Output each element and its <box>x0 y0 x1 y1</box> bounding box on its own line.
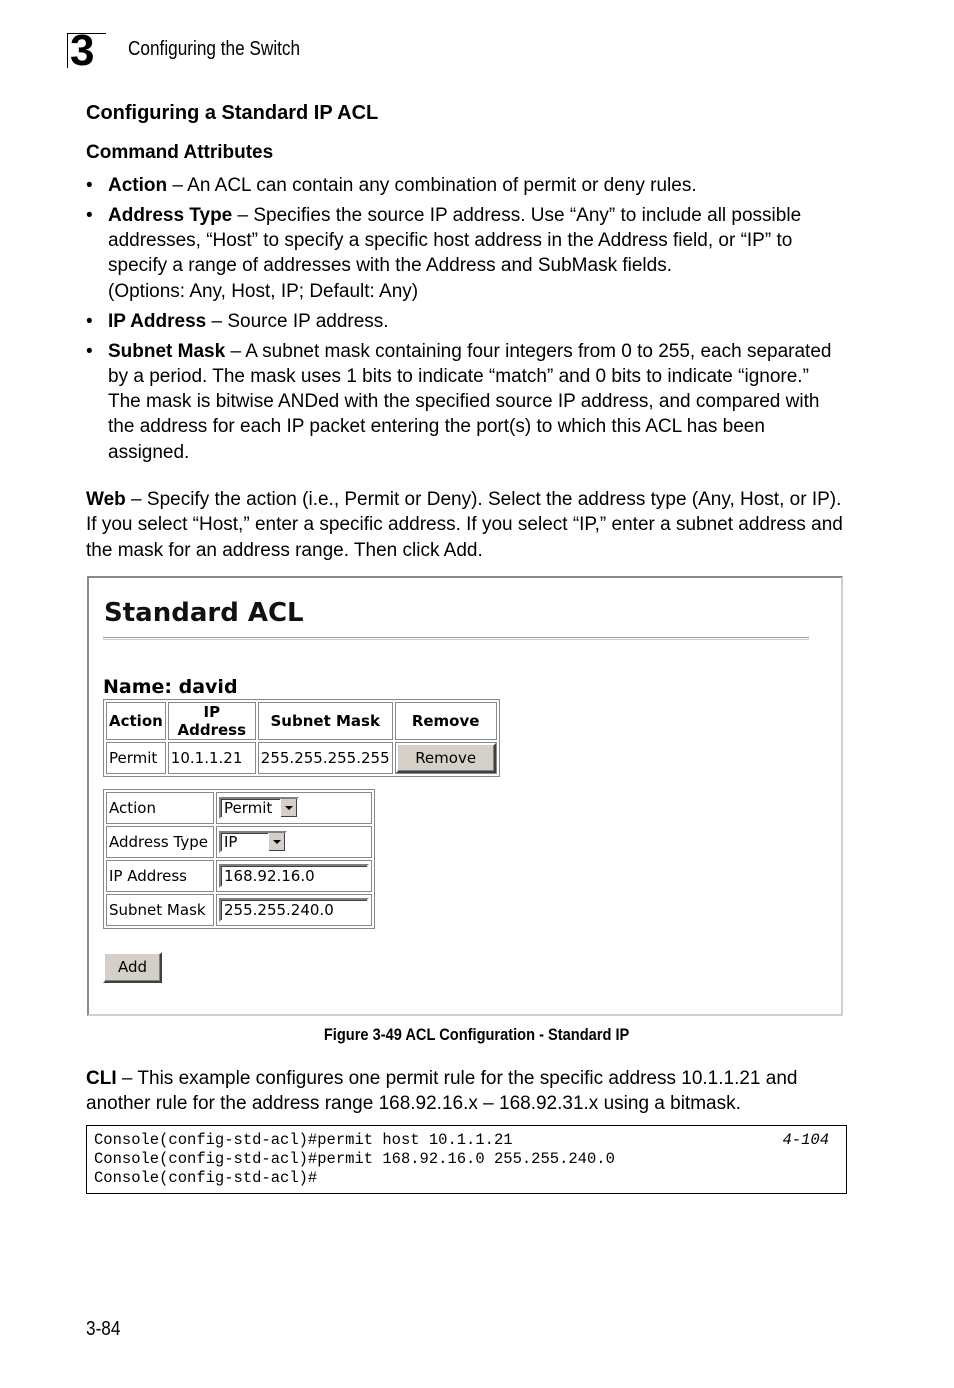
web-text: – Specify the action (i.e., Permit or Deny). Select the address type (Any, Host, or IP). If you select “Host,” enter a specific address. If you select “IP,” enter a subnet address and the mask for an address range. Then click Add. <box>86 489 843 561</box>
list-item: • IP Address – Source IP address. <box>86 310 389 332</box>
command-reference-link[interactable]: 4-104 <box>782 1131 829 1149</box>
add-rule-form <box>103 789 375 929</box>
table-header-row <box>106 702 497 740</box>
subnet-mask-input[interactable]: 255.255.240.0 <box>219 898 369 922</box>
column-header-ip-address: IP Address <box>168 702 256 740</box>
bullet-options: (Options: Any, Host, IP; Default: Any) <box>108 280 419 302</box>
action-label: Action <box>106 792 214 824</box>
bullet-term: Subnet Mask <box>108 340 226 362</box>
address-type-label: Address Type <box>106 826 214 858</box>
bullet-term: Action <box>108 175 168 196</box>
cli-text: – This example configures one permit rule for the specific address 10.1.1.21 and another rule for the address range 168.92.16.x – 168.92.31.x using a bitmask. <box>86 1068 798 1115</box>
screenshot-title: Standard ACL <box>104 598 304 628</box>
bullet-term: IP Address <box>108 310 207 332</box>
address-type-field-cell <box>216 826 372 858</box>
form-row-ip-address <box>106 860 372 892</box>
title-divider <box>103 637 809 639</box>
code-line: Console(config-std-acl)#permit 168.92.16.0 255.255.240.0 <box>94 1150 615 1168</box>
bullet-text: – Specifies the source IP address. Use “Any” to include all possible addresses, “Host” to specify a specific host address in the Address field, or “IP” to specify a range of addresses with the Address and SubMask fields. <box>108 204 802 277</box>
acl-screenshot <box>87 576 843 1016</box>
acl-rules-table <box>103 699 500 777</box>
attributes-title: Command Attributes <box>86 142 274 163</box>
bullet-term: Address Type <box>108 204 233 226</box>
figure-caption <box>0 1025 954 1045</box>
code-line: Console(config-std-acl)# <box>94 1169 318 1187</box>
form-row-subnet-mask <box>106 894 372 926</box>
bullet-text: – Source IP address. <box>206 310 389 332</box>
column-header-remove: Remove <box>395 702 497 740</box>
address-type-select[interactable] <box>219 831 287 853</box>
table-row <box>106 742 497 774</box>
address-type-select-value: IP <box>224 833 238 851</box>
chapter-title: Configuring the Switch <box>128 38 301 60</box>
web-term: Web <box>86 489 126 510</box>
section-title: Configuring a Standard IP ACL <box>86 102 379 124</box>
cell-remove <box>395 742 497 774</box>
cli-paragraph <box>86 1066 846 1117</box>
action-select[interactable] <box>219 797 299 819</box>
column-header-action: Action <box>106 702 166 740</box>
code-line: Console(config-std-acl)#permit host 10.1.1.21 <box>94 1131 513 1149</box>
web-paragraph <box>86 487 846 563</box>
ip-address-input[interactable]: 168.92.16.0 <box>219 864 369 888</box>
action-select-value: Permit <box>224 799 273 817</box>
cli-term: CLI <box>86 1068 117 1089</box>
dropdown-arrow-icon[interactable] <box>268 833 285 851</box>
subnet-mask-label: Subnet Mask <box>106 894 214 926</box>
list-item: • Action – An ACL can contain any combination of permit or deny rules. <box>86 175 697 196</box>
cli-code-block <box>86 1125 847 1194</box>
form-row-address-type <box>106 826 372 858</box>
attribute-list <box>86 173 846 470</box>
list-item: • Subnet Mask – A subnet mask containing four integers from 0 to 255, each separated by a period. The mask uses 1 bits to indicate “match” and 0 bits to indicate “ignore.” The mask is bitwise ANDed with the specified source IP address, and compared with the address for each IP packet entering the port(s) to which this ACL has been assigned. <box>86 340 832 463</box>
add-button[interactable]: Add <box>103 952 162 983</box>
remove-button[interactable]: Remove <box>396 743 496 773</box>
figure-caption-text: Figure 3-49 ACL Configuration - Standard IP <box>324 1025 630 1044</box>
bullet-text: – A subnet mask containing four integers from 0 to 255, each separated by a period. The mask uses 1 bits to indicate “match” and 0 bits to indicate “ignore.” The mask is bitwise ANDed with the specified source IP address, and compared with the address for each IP packet entering the port(s) to which this ACL has been assigned. <box>108 340 832 463</box>
cell-subnet-mask: 255.255.255.255 <box>258 742 393 774</box>
subnet-mask-field-cell <box>216 894 372 926</box>
action-field-cell <box>216 792 372 824</box>
form-row-action <box>106 792 372 824</box>
ip-address-label: IP Address <box>106 860 214 892</box>
page-number: 3-84 <box>86 1318 121 1340</box>
list-item: • Address Type – Specifies the source IP address. Use “Any” to include all possible addresses, “Host” to specify a specific host address in the Address field, or “IP” to specify a range of addresses with the Address and SubMask fields. (Options: Any, Host, IP; Default: Any) <box>86 204 802 302</box>
ip-address-field-cell <box>216 860 372 892</box>
bullet-text: – An ACL can contain any combination of permit or deny rules. <box>167 175 697 196</box>
acl-name-label: Name: david <box>103 676 238 698</box>
chapter-number: 3 <box>70 26 95 75</box>
column-header-subnet-mask: Subnet Mask <box>258 702 393 740</box>
dropdown-arrow-icon[interactable] <box>280 799 297 817</box>
cell-ip-address: 10.1.1.21 <box>168 742 256 774</box>
cell-action: Permit <box>106 742 166 774</box>
